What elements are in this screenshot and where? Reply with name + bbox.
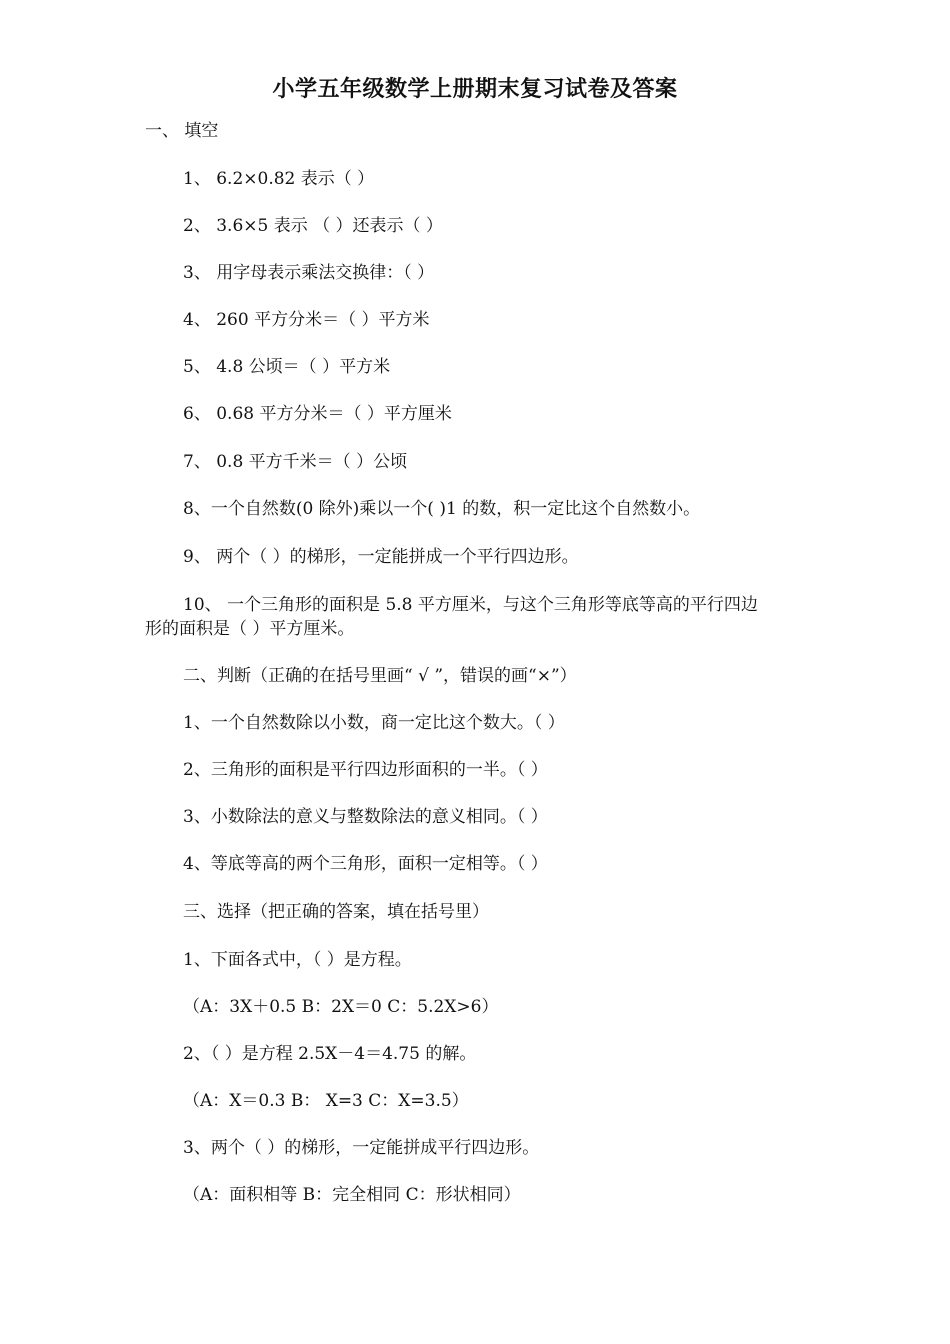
fill-blank-item-5: 5、 4.8 公顷＝（ ）平方米 (183, 357, 391, 377)
fill-blank-item-10-line2: 形的面积是（ ）平方厘米。 (145, 619, 355, 639)
judge-item-3: 3、小数除法的意义与整数除法的意义相同。（ ） (183, 807, 548, 827)
fill-blank-item-1: 1、 6.2×0.82 表示（ ） (183, 169, 375, 189)
fill-blank-item-2: 2、 3.6×5 表示 （ ）还表示（ ） (183, 216, 443, 236)
fill-blank-item-9: 9、 两个（ ）的梯形，一定能拼成一个平行四边形。 (183, 547, 579, 567)
page-title: 小学五年级数学上册期末复习试卷及答案 (272, 77, 678, 102)
choice-options-2: （A：X＝0.3 B： X=3 C：X=3.5） (183, 1091, 469, 1111)
judge-item-1: 1、一个自然数除以小数，商一定比这个数大。（ ） (183, 713, 565, 733)
fill-blank-item-10-line1: 10、 一个三角形的面积是 5.8 平方厘米，与这个三角形等底等高的平行四边 (183, 595, 758, 615)
choice-question-1: 1、下面各式中，（ ）是方程。 (183, 950, 412, 970)
fill-blank-item-7: 7、 0.8 平方千米＝（ ）公顷 (183, 452, 408, 472)
section-heading-fill-blank: 一、 填空 (145, 121, 219, 141)
choice-options-3: （A：面积相等 B：完全相同 C：形状相同） (183, 1185, 521, 1205)
fill-blank-item-3: 3、 用字母表示乘法交换律：（ ） (183, 263, 435, 283)
judge-item-2: 2、三角形的面积是平行四边形面积的一半。（ ） (183, 760, 548, 780)
choice-question-3: 3、两个（ ）的梯形，一定能拼成平行四边形。 (183, 1138, 540, 1158)
fill-blank-item-6: 6、 0.68 平方分米＝（ ）平方厘米 (183, 404, 452, 424)
section-heading-choice: 三、选择（把正确的答案，填在括号里） (183, 902, 489, 922)
section-heading-judge: 二、判断（正确的在括号里画“ √ ”，错误的画“×”） (183, 666, 577, 686)
choice-options-1: （A：3X＋0.5 B：2X＝0 C：5.2X>6） (183, 997, 499, 1017)
judge-item-4: 4、等底等高的两个三角形，面积一定相等。（ ） (183, 854, 548, 874)
fill-blank-item-4: 4、 260 平方分米＝（ ）平方米 (183, 310, 430, 330)
fill-blank-item-8: 8、一个自然数(0 除外)乘以一个( )1 的数，积一定比这个自然数小。 (183, 499, 701, 519)
choice-question-2: 2、（ ）是方程 2.5X－4＝4.75 的解。 (183, 1044, 477, 1064)
